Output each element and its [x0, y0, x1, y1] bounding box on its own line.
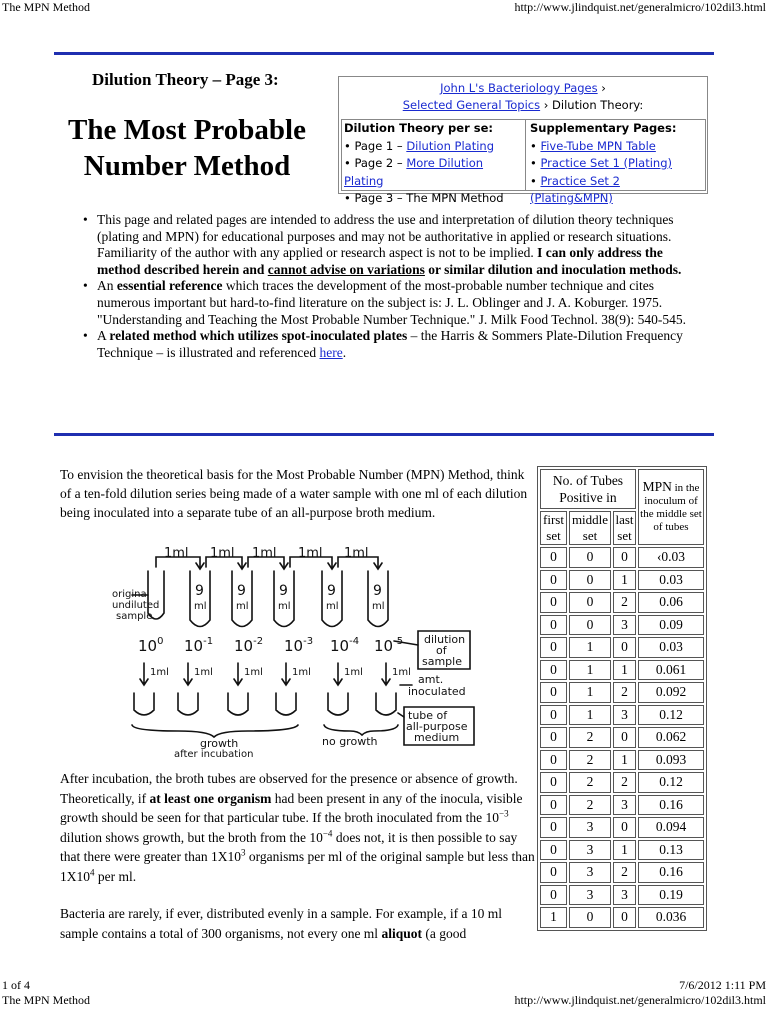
inoculum-label: 1ml	[150, 667, 169, 678]
cell-middle-set: 1	[569, 682, 611, 703]
header-tubes-positive: No. of Tubes Positive in	[540, 469, 636, 509]
cell-middle-set: 3	[569, 840, 611, 861]
cell-middle-set: 3	[569, 862, 611, 883]
print-footer-datetime: 7/6/2012 1:11 PM	[679, 978, 766, 992]
bullet-bold: related method which utilizes spot-inoculated plates	[109, 328, 408, 344]
original-sample-label: sample	[116, 611, 153, 622]
bullet-text: This page and related pages are intended to address the use and interpretation of dilution theory techniques (plating and MPN) for educational purposes and may not be authoritative in applied or research situations. Familiarity of the author with any applied or research aspect is not to be implied.	[97, 212, 674, 261]
cell-first-set: 0	[540, 840, 567, 861]
cell-mpn: 0.13	[638, 840, 704, 861]
inoculum-label: 1ml	[244, 667, 263, 678]
nav-heading-dilution-theory: Dilution Theory per se:	[344, 121, 494, 135]
page-title: The Most Probable Number Method	[68, 114, 306, 182]
inoculum-label: 1ml	[194, 667, 213, 678]
table-row	[540, 795, 704, 816]
table-row	[540, 570, 704, 591]
cell-first-set: 0	[540, 570, 567, 591]
section-divider	[54, 433, 714, 436]
exponent: −4	[322, 828, 333, 839]
cell-middle-set: 0	[569, 907, 611, 928]
tube-volume: 9	[327, 583, 336, 599]
cell-last-set: 0	[613, 547, 636, 568]
bullet-bold: essential reference	[116, 278, 223, 294]
paragraph-bold: at least one organism	[149, 790, 272, 806]
dilution-label: $10^{-3}$	[284, 636, 314, 655]
nav-bullet: •	[530, 156, 541, 170]
print-header-next-page	[0, 993, 768, 1007]
nav-grid	[341, 119, 706, 205]
cell-middle-set: 2	[569, 727, 611, 748]
cell-middle-set: 0	[569, 615, 611, 636]
mpn-table-body	[540, 547, 704, 928]
label-pointers	[394, 641, 418, 717]
cell-mpn: 0.12	[638, 772, 704, 793]
cell-last-set: 2	[613, 592, 636, 613]
tube-volume-unit: ml	[372, 601, 385, 612]
dilution-of-sample-label: dilution	[424, 633, 466, 646]
cell-first-set: 1	[540, 907, 567, 928]
table-row	[540, 705, 704, 726]
dilution-of-sample-label: of	[436, 644, 447, 657]
cell-mpn: 0.061	[638, 660, 704, 681]
table-row	[540, 817, 704, 838]
nav-bullet: •	[530, 138, 541, 153]
table-header-row	[540, 469, 704, 509]
cell-mpn: 0.062	[638, 727, 704, 748]
bullet-bold-underline: cannot advise on variations	[267, 261, 425, 277]
cell-first-set: 0	[540, 885, 567, 906]
tube-volume: 9	[237, 583, 246, 599]
nav-item-prefix: • Page 2 –	[344, 156, 407, 170]
paragraph-intro: To envision the theoretical basis for the Most Probable Number (MPN) Method, think of a ten-fold dilution series being made of a water sample with one ml of each dilution being inoculated into a separate tube of an all-purpose broth medium.	[60, 467, 528, 520]
paragraph-text: After incubation, the broth tubes are observed for the presence or absence of growth. Theoretically, if	[60, 771, 518, 806]
breadcrumb-link-general-topics[interactable]: Selected General Topics	[402, 98, 541, 112]
bullet-text: An	[97, 278, 117, 294]
cell-first-set: 0	[540, 682, 567, 703]
table-row	[540, 907, 704, 928]
paragraph-incubation	[60, 769, 538, 887]
dilution-label: $10^{-1}$	[184, 636, 214, 655]
cell-middle-set: 2	[569, 795, 611, 816]
inoculum-label: 1ml	[344, 667, 363, 678]
cell-mpn: ‹0.03	[638, 547, 704, 568]
breadcrumb-separator: ›	[540, 98, 553, 112]
exponent: 3	[241, 847, 246, 858]
cell-last-set: 0	[613, 727, 636, 748]
cell-first-set: 0	[540, 862, 567, 883]
nav-link-dilution-plating[interactable]: Dilution Plating	[406, 138, 494, 153]
nav-link-practice-set-1[interactable]: Practice Set 1 (Plating)	[540, 156, 672, 170]
bullet-text: which traces the development of the most-probable number technique and cites numerous important but hard-to-find literature on the subject is: J. L. Oblinger and J. A. Koburger. 1975. "Understanding and Teaching the Most Probable Number Technique." J. Milk Food Technol. 38(9): 540-545.	[97, 278, 686, 327]
cell-mpn: 0.092	[638, 682, 704, 703]
dilution-series-sketch	[112, 545, 482, 760]
cell-last-set: 0	[613, 907, 636, 928]
dilution-label: $10^0$	[138, 636, 164, 655]
cell-middle-set: 2	[569, 750, 611, 771]
cell-mpn: 0.19	[638, 885, 704, 906]
table-row	[540, 592, 704, 613]
nav-link-practice-set-2[interactable]: Practice Set 2 (Plating&MPN)	[530, 173, 620, 205]
mpn-table	[537, 466, 707, 931]
cell-middle-set: 3	[569, 885, 611, 906]
cell-mpn: 0.09	[638, 615, 704, 636]
table-row	[540, 637, 704, 658]
tube-volume: 9	[195, 583, 204, 599]
nav-item-page-2	[344, 155, 525, 190]
header-last-set: last set	[613, 511, 636, 545]
paragraph-text: (a good	[421, 925, 467, 941]
tube-volume-unit: ml	[236, 601, 249, 612]
original-sample-label: undiluted	[112, 600, 160, 611]
print-footer-page-count: 1 of 4	[2, 978, 30, 992]
table-row	[540, 660, 704, 681]
table-row	[540, 885, 704, 906]
table-row	[540, 615, 704, 636]
cell-last-set: 2	[613, 772, 636, 793]
cell-mpn: 0.12	[638, 705, 704, 726]
nav-item-mpn-table	[530, 138, 705, 156]
cell-last-set: 1	[613, 750, 636, 771]
print-footer-title: The MPN Method	[2, 993, 90, 1007]
bullet-text: .	[342, 344, 347, 360]
cell-last-set: 2	[613, 862, 636, 883]
cell-last-set: 0	[613, 817, 636, 838]
print-footer	[0, 978, 768, 992]
nav-item-page-3-current: • Page 3 – The MPN Method	[344, 191, 504, 205]
nav-column-supplementary	[528, 120, 705, 205]
nav-item-practice-2	[530, 173, 705, 208]
growth-label: growth	[200, 737, 239, 750]
cell-first-set: 0	[540, 637, 567, 658]
tube-medium-label: medium	[414, 731, 460, 744]
ml-label: 1ml	[210, 546, 235, 561]
cell-first-set: 0	[540, 705, 567, 726]
nav-bullet: •	[530, 173, 541, 188]
cell-last-set: 1	[613, 840, 636, 861]
cell-first-set: 0	[540, 817, 567, 838]
inoculum-label: 1ml	[292, 667, 311, 678]
nav-heading-supplementary: Supplementary Pages:	[530, 121, 677, 135]
nav-column-dilution-theory	[344, 120, 526, 205]
tube-volume: 9	[279, 583, 288, 599]
header-middle-set: middle set	[569, 511, 611, 545]
paragraph-bold: aliquot	[381, 925, 422, 941]
paragraph-text: Bacteria are rarely, if ever, distributed evenly in a sample. For example, if a 10 ml sample contains a total of 300 organisms, not every one ml	[60, 906, 503, 941]
cell-last-set: 1	[613, 570, 636, 591]
paragraph-distribution	[60, 904, 538, 943]
cell-first-set: 0	[540, 795, 567, 816]
paragraph-text: per ml.	[94, 868, 137, 884]
amount-inoculated-label: inoculated	[408, 685, 466, 698]
cell-middle-set: 0	[569, 547, 611, 568]
cell-mpn: 0.16	[638, 862, 704, 883]
header-mpn	[638, 469, 704, 545]
amount-inoculated-label: amt.	[418, 673, 444, 686]
exponent: −3	[499, 808, 509, 819]
bullet-bold: I can only address the method described herein and	[97, 245, 663, 277]
print-header	[0, 0, 768, 14]
growth-brace	[132, 725, 298, 737]
table-row	[540, 682, 704, 703]
tube-volume: 9	[373, 583, 382, 599]
arrowheads	[196, 563, 382, 569]
cell-mpn: 0.093	[638, 750, 704, 771]
cell-last-set: 3	[613, 705, 636, 726]
bullet-related-method	[97, 328, 709, 361]
paragraph-text: organisms per ml of the original sample but less than 1X10	[60, 849, 535, 884]
dilution-of-sample-label: sample	[422, 655, 462, 668]
cell-last-set: 3	[613, 885, 636, 906]
growth-label: after incubation	[174, 749, 254, 760]
cell-mpn: 0.16	[638, 795, 704, 816]
cell-last-set: 2	[613, 682, 636, 703]
breadcrumb-link-bacteriology-pages[interactable]: John L's Bacteriology Pages	[440, 81, 598, 95]
cell-first-set: 0	[540, 660, 567, 681]
header-mpn-bold: MPN	[642, 479, 672, 494]
tube-volume-unit: ml	[278, 601, 291, 612]
header-mpn-text: in the inoculum of the middle set of tubes	[640, 482, 702, 533]
table-row	[540, 840, 704, 861]
nav-item-prefix: • Page 1 –	[344, 138, 407, 153]
cell-first-set: 0	[540, 750, 567, 771]
cell-middle-set: 2	[569, 772, 611, 793]
dilution-label: $10^{-2}$	[234, 636, 264, 655]
no-growth-label: no growth	[322, 735, 378, 748]
nav-item-practice-1	[530, 155, 705, 173]
cell-middle-set: 0	[569, 570, 611, 591]
table-row	[540, 772, 704, 793]
tube-volume-unit: ml	[194, 601, 207, 612]
ml-label: 1ml	[252, 546, 277, 561]
original-sample-label: original	[112, 589, 150, 600]
cell-mpn: 0.06	[638, 592, 704, 613]
cell-first-set: 0	[540, 547, 567, 568]
navigation-box	[338, 76, 708, 205]
cell-first-set: 0	[540, 592, 567, 613]
exponent: 4	[90, 867, 95, 878]
dilution-label: $10^{-5}$	[374, 636, 404, 655]
bullet-bold: or similar dilution and inoculation methods.	[424, 261, 682, 277]
breadcrumb	[339, 80, 707, 114]
top-divider	[54, 52, 714, 55]
tube-medium-label: tube of	[408, 709, 448, 722]
paragraph-text: dilution shows growth, but the broth from the 10	[60, 829, 323, 845]
breadcrumb-separator: ›	[597, 81, 606, 95]
cell-middle-set: 3	[569, 817, 611, 838]
page-subtitle: Dilution Theory – Page 3:	[92, 70, 279, 89]
table-row	[540, 547, 704, 568]
broth-tubes	[134, 693, 396, 715]
cell-last-set: 3	[613, 795, 636, 816]
cell-mpn: 0.094	[638, 817, 704, 838]
bullet-text: – the Harris & Sommers Plate-Dilution Frequency Technique – is illustrated and referenced	[97, 328, 683, 360]
cell-mpn: 0.03	[638, 570, 704, 591]
inoculum-label: 1ml	[392, 667, 411, 678]
table-row	[540, 750, 704, 771]
cell-first-set: 0	[540, 727, 567, 748]
ml-label: 1ml	[164, 546, 189, 561]
cell-first-set: 0	[540, 772, 567, 793]
header-first-set: first set	[540, 511, 567, 545]
table-row	[540, 862, 704, 883]
cell-last-set: 0	[613, 637, 636, 658]
paragraph-text: had been present in any of the inocula, visible growth should be seen for that particular tube. If the broth inoculated from the 10	[60, 790, 523, 826]
table-row	[540, 727, 704, 748]
ml-label: 1ml	[298, 546, 323, 561]
bullet-text: A	[97, 328, 110, 344]
cell-middle-set: 1	[569, 660, 611, 681]
intro-bullet-list	[97, 212, 709, 361]
tube-medium-label: all-purpose	[406, 720, 468, 733]
cell-first-set: 0	[540, 615, 567, 636]
here-link[interactable]: here	[319, 344, 343, 360]
cell-last-set: 1	[613, 660, 636, 681]
dilution-label: $10^{-4}$	[330, 636, 360, 655]
cell-mpn: 0.036	[638, 907, 704, 928]
nav-link-five-tube-mpn-table[interactable]: Five-Tube MPN Table	[540, 138, 656, 153]
cell-last-set: 3	[613, 615, 636, 636]
cell-middle-set: 1	[569, 705, 611, 726]
bullet-disclaimer	[97, 212, 709, 278]
tube-volume-unit: ml	[326, 601, 339, 612]
print-header-title: The MPN Method	[2, 0, 90, 14]
print-footer-url: http://www.jlindquist.net/generalmicro/102dil3.html	[514, 993, 766, 1007]
breadcrumb-current: Dilution Theory:	[552, 98, 644, 112]
cell-middle-set: 1	[569, 637, 611, 658]
nav-item-page-1	[344, 138, 525, 156]
cell-middle-set: 0	[569, 592, 611, 613]
nav-link-more-dilution-plating[interactable]: More Dilution Plating	[344, 156, 484, 188]
no-growth-brace	[324, 725, 398, 735]
paragraph-text: does not, it is then possible to say that there were greater than 1X10	[60, 829, 518, 865]
ml-label: 1ml	[344, 546, 369, 561]
bullet-reference	[97, 278, 709, 328]
cell-mpn: 0.03	[638, 637, 704, 658]
print-header-url: http://www.jlindquist.net/generalmicro/102dil3.html	[514, 0, 766, 14]
